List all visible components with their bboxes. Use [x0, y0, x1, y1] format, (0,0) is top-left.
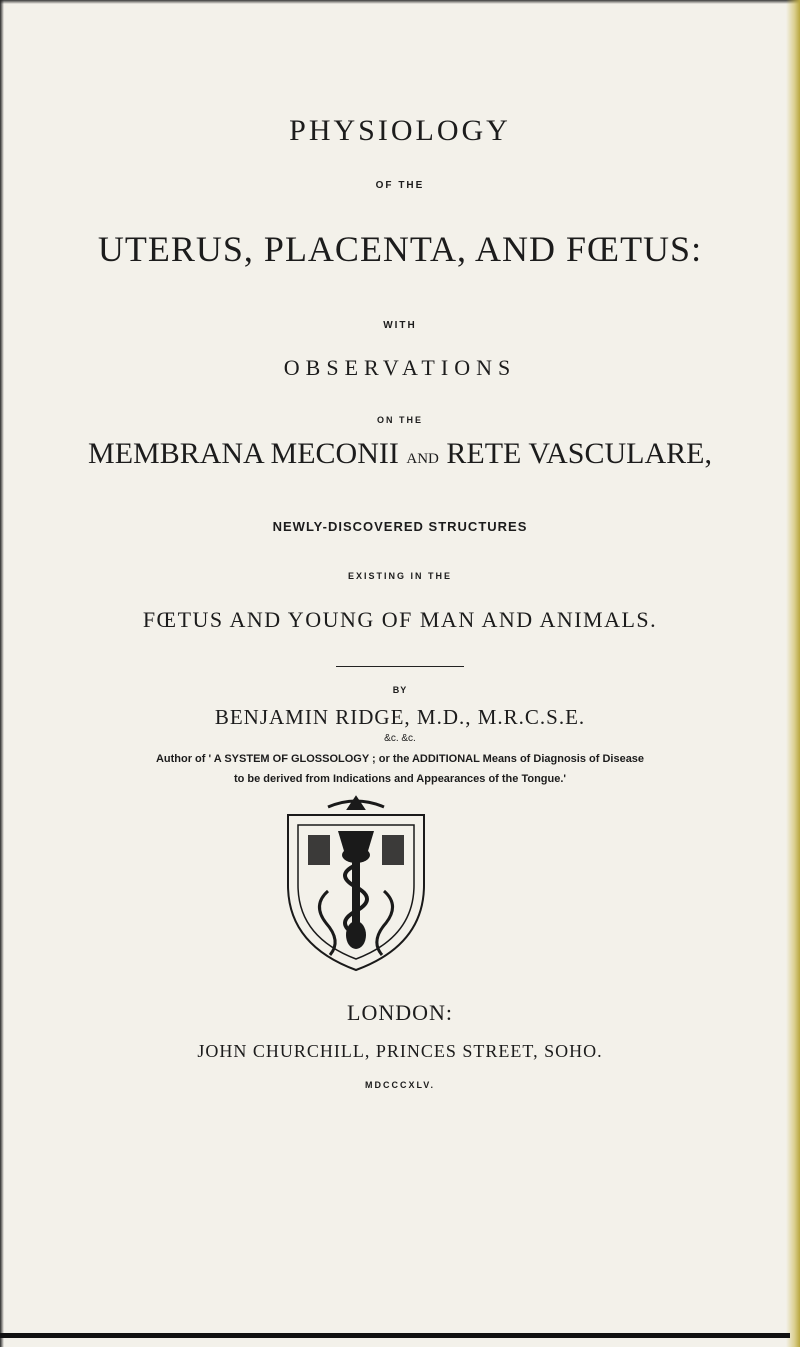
title-membrana-part-b: RETE VASCULARE,: [438, 437, 712, 470]
author-etc: &c. &c.: [384, 733, 416, 744]
title-uterus-placenta-foetus: UTERUS, PLACENTA, AND FŒTUS:: [97, 229, 703, 269]
author-note-line-2: to be derived from Indications and Appearances of the Tongue.': [233, 773, 567, 785]
page-edge-top: [0, 0, 800, 4]
title-of-the: OF THE: [375, 180, 425, 191]
by-label: BY: [392, 685, 408, 695]
author-name: BENJAMIN RIDGE, M.D., M.R.C.S.E.: [214, 705, 586, 729]
title-with: WITH: [383, 320, 417, 331]
title-membrana-and: AND: [406, 451, 439, 467]
title-on-the: ON THE: [376, 415, 423, 425]
title-membrana-meconii: [0, 437, 800, 471]
author-note-line-1: Author of ' A SYSTEM OF GLOSSOLOGY ; or the ADDITIONAL Means of Diagnosis of Disease: [155, 753, 645, 765]
title-newly-discovered: NEWLY-DISCOVERED STRUCTURES: [272, 519, 528, 534]
publisher-emblem-icon: [268, 795, 444, 975]
title-foetus-and-young: FŒTUS AND YOUNG OF MAN AND ANIMALS.: [142, 607, 658, 632]
title-membrana-part-a: MEMBRANA MECONII: [88, 437, 407, 470]
page-edge-right: [786, 0, 800, 1347]
imprint-publisher: JOHN CHURCHILL, PRINCES STREET, SOHO.: [197, 1041, 603, 1061]
page-bottom-edge: [0, 1333, 790, 1338]
title-physiology: PHYSIOLOGY: [289, 114, 511, 147]
page-edge-left: [0, 0, 4, 1347]
title-existing-in-the: EXISTING IN THE: [347, 571, 452, 581]
imprint-place: LONDON:: [347, 1000, 453, 1025]
divider-rule: [336, 666, 464, 667]
imprint-date: MDCCCXLV.: [364, 1080, 435, 1090]
title-observations: OBSERVATIONS: [283, 355, 517, 380]
